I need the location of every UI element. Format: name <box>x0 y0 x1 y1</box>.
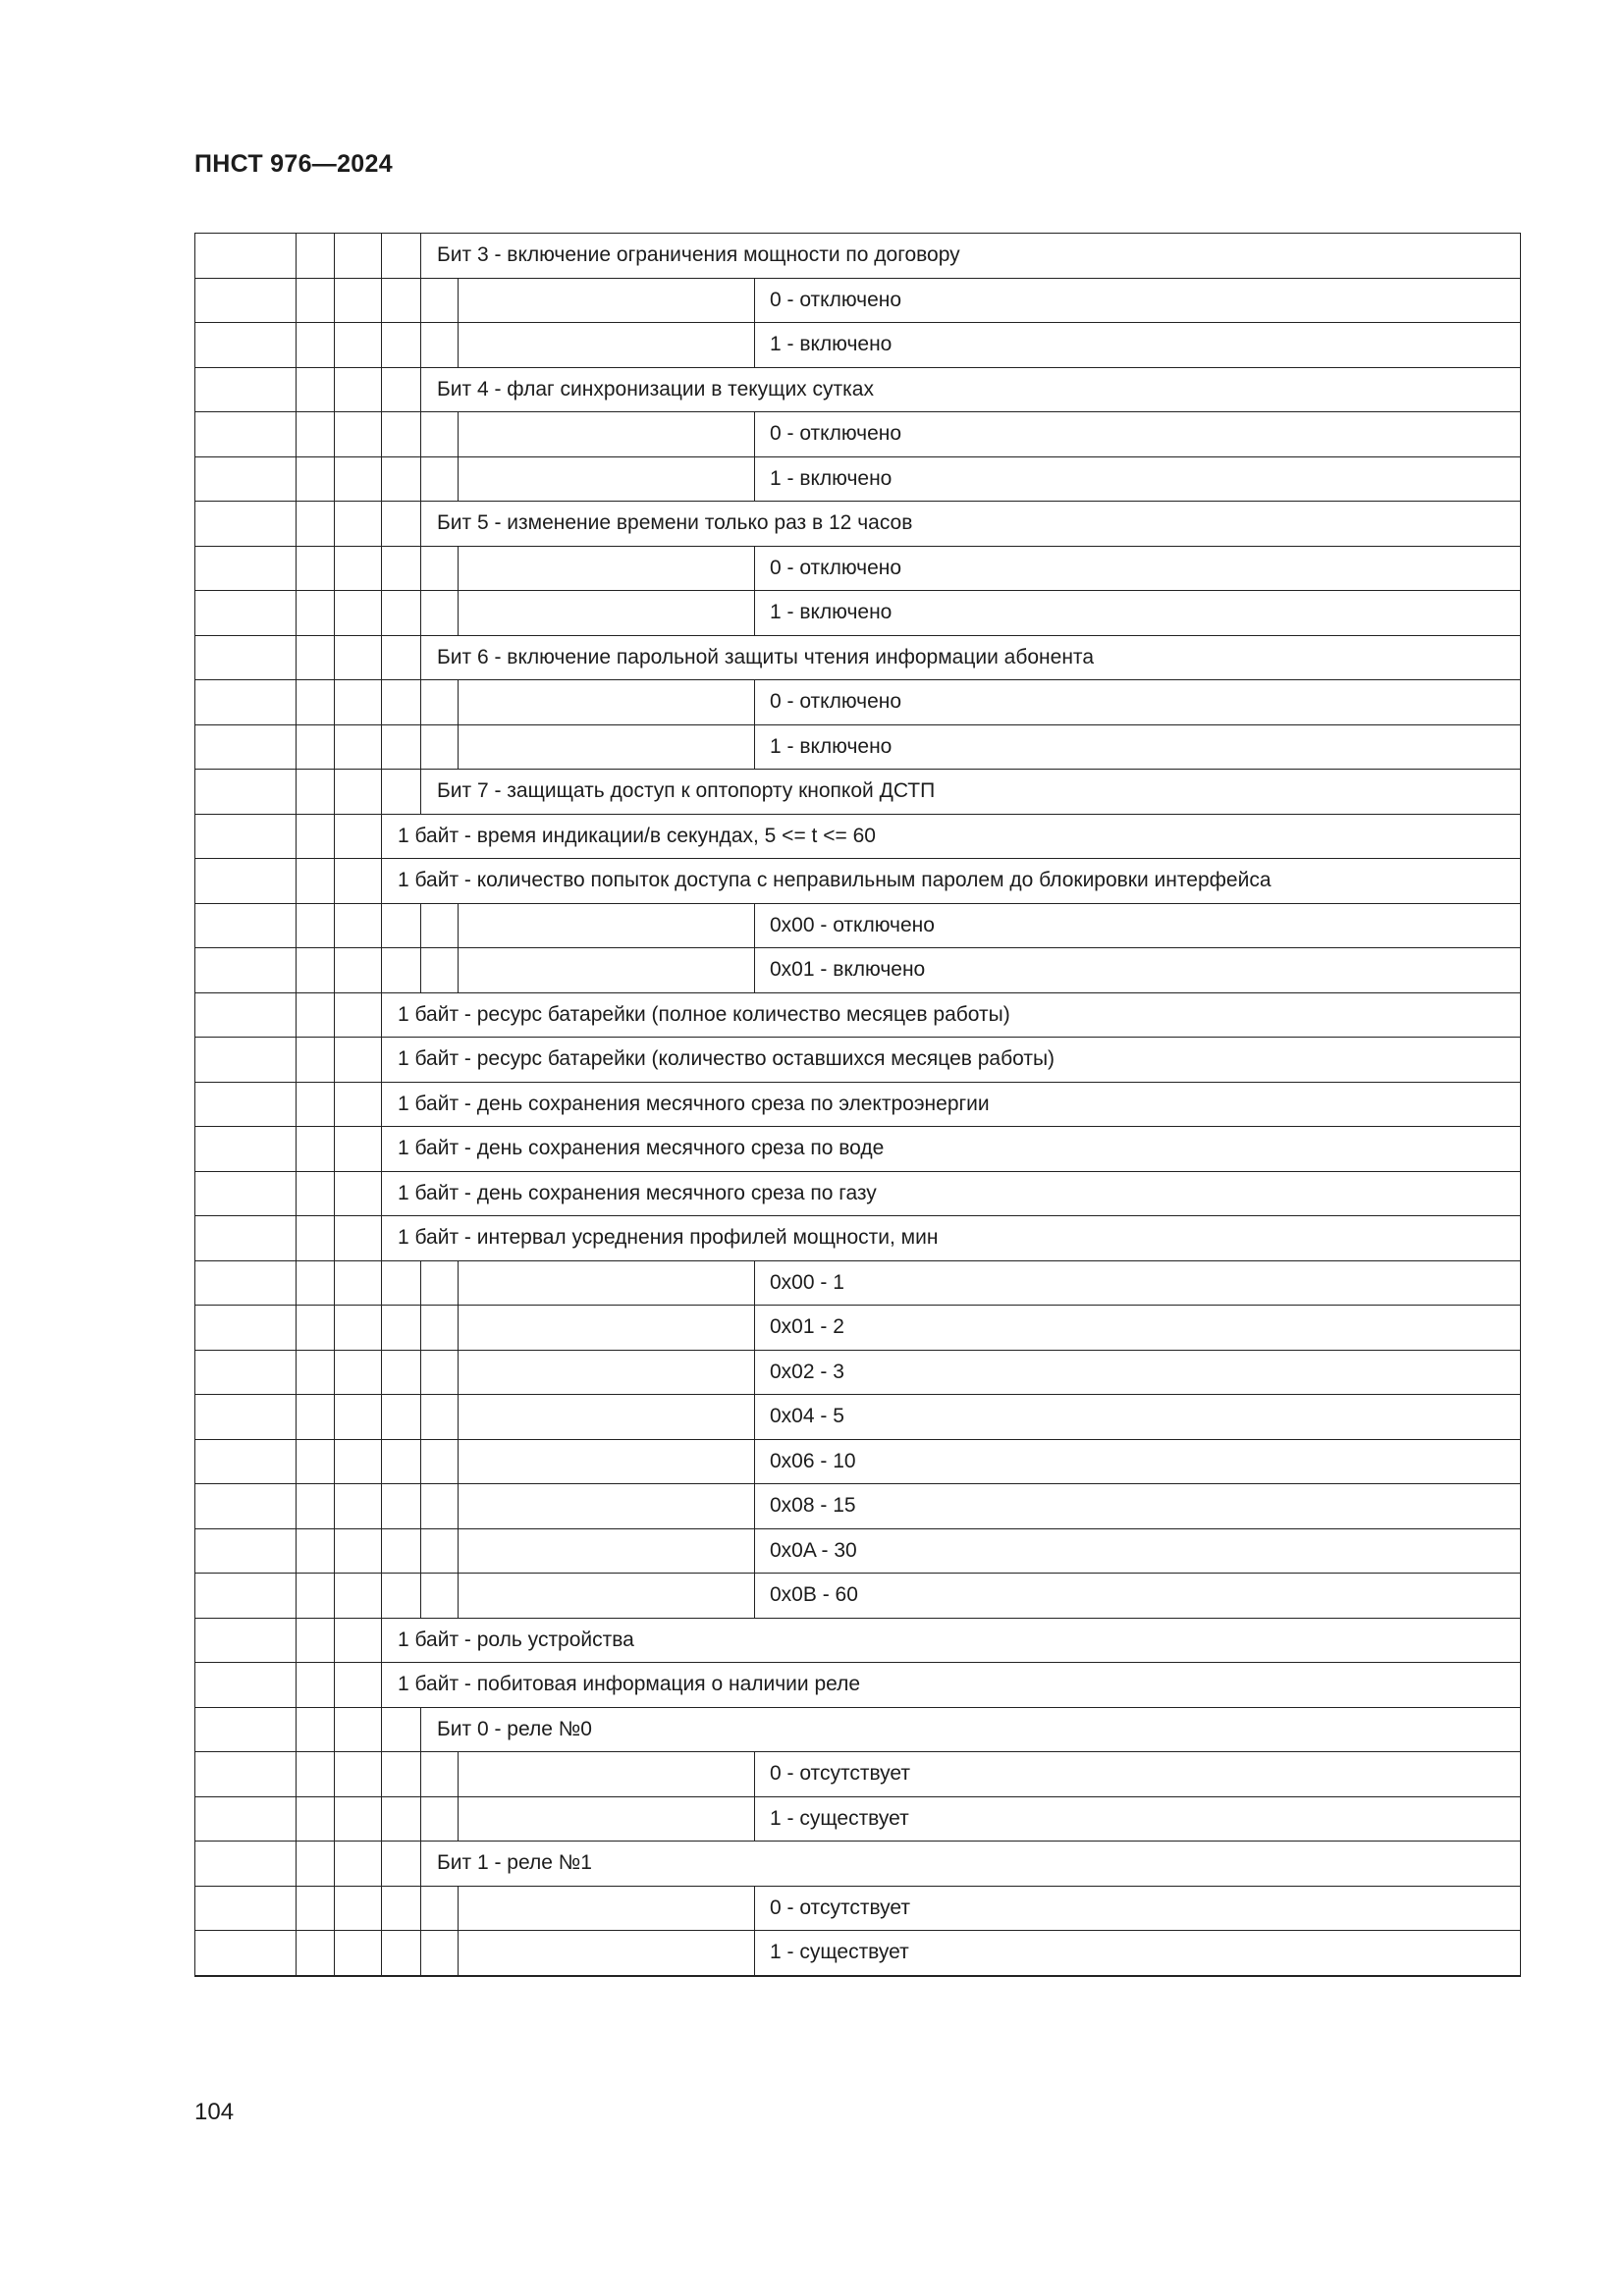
empty-cell <box>297 770 335 815</box>
table-row <box>195 680 1521 725</box>
empty-cell <box>382 1886 421 1931</box>
empty-cell <box>459 1931 755 1976</box>
empty-cell <box>297 859 335 904</box>
empty-cell <box>335 1082 382 1127</box>
empty-cell <box>195 635 297 680</box>
empty-cell <box>382 770 421 815</box>
empty-cell <box>421 1574 459 1619</box>
cell-bit-description: Бит 7 - защищать доступ к оптопорту кнопкой ДСТП <box>421 770 1521 815</box>
table-row <box>195 814 1521 859</box>
empty-cell <box>297 1171 335 1216</box>
table-row <box>195 1796 1521 1842</box>
empty-cell <box>421 1395 459 1440</box>
empty-cell <box>195 1618 297 1663</box>
empty-cell <box>297 1306 335 1351</box>
empty-cell <box>382 680 421 725</box>
empty-cell <box>195 680 297 725</box>
cell-val-description: 0x0B - 60 <box>755 1574 1521 1619</box>
empty-cell <box>459 948 755 993</box>
empty-cell <box>382 1306 421 1351</box>
empty-cell <box>421 1752 459 1797</box>
empty-cell <box>297 635 335 680</box>
empty-cell <box>335 1038 382 1083</box>
empty-cell <box>421 546 459 591</box>
empty-cell <box>459 1886 755 1931</box>
cell-val-description: 0 - отключено <box>755 680 1521 725</box>
empty-cell <box>297 323 335 368</box>
table-row <box>195 1082 1521 1127</box>
cell-val-description: 1 - включено <box>755 456 1521 502</box>
empty-cell <box>195 546 297 591</box>
cell-byte-description: 1 байт - время индикации/в секундах, 5 <= t <= 60 <box>382 814 1521 859</box>
empty-cell <box>297 1528 335 1574</box>
empty-cell <box>421 1439 459 1484</box>
empty-cell <box>459 1439 755 1484</box>
empty-cell <box>335 1306 382 1351</box>
empty-cell <box>195 859 297 904</box>
cell-val-description: 1 - существует <box>755 1931 1521 1976</box>
empty-cell <box>382 234 421 279</box>
empty-cell <box>195 234 297 279</box>
empty-cell <box>459 1796 755 1842</box>
empty-cell <box>421 1931 459 1976</box>
empty-cell <box>421 724 459 770</box>
cell-bit-description: Бит 3 - включение ограничения мощности по договору <box>421 234 1521 279</box>
cell-byte-description: 1 байт - ресурс батарейки (полное количество месяцев работы) <box>382 992 1521 1038</box>
empty-cell <box>335 502 382 547</box>
empty-cell <box>335 1216 382 1261</box>
cell-byte-description: 1 байт - день сохранения месячного среза по воде <box>382 1127 1521 1172</box>
empty-cell <box>297 1082 335 1127</box>
table-row <box>195 1663 1521 1708</box>
empty-cell <box>335 1484 382 1529</box>
table-row <box>195 635 1521 680</box>
cell-val-description: 0x00 - отключено <box>755 903 1521 948</box>
empty-cell <box>335 724 382 770</box>
empty-cell <box>382 903 421 948</box>
empty-cell <box>297 814 335 859</box>
cell-val-description: 1 - существует <box>755 1796 1521 1842</box>
empty-cell <box>335 1260 382 1306</box>
table-row <box>195 323 1521 368</box>
empty-cell <box>421 591 459 636</box>
empty-cell <box>421 1796 459 1842</box>
cell-val-description: 0x02 - 3 <box>755 1350 1521 1395</box>
empty-cell <box>335 1171 382 1216</box>
empty-cell <box>297 1618 335 1663</box>
empty-cell <box>382 502 421 547</box>
empty-cell <box>335 992 382 1038</box>
empty-cell <box>459 1574 755 1619</box>
empty-cell <box>195 456 297 502</box>
empty-cell <box>297 1484 335 1529</box>
table-row <box>195 1528 1521 1574</box>
empty-cell <box>297 1260 335 1306</box>
table-row <box>195 903 1521 948</box>
cell-bit-description: Бит 6 - включение парольной защиты чтения информации абонента <box>421 635 1521 680</box>
cell-val-description: 0 - отключено <box>755 278 1521 323</box>
empty-cell <box>382 591 421 636</box>
table-row <box>195 1484 1521 1529</box>
empty-cell <box>421 323 459 368</box>
table-row <box>195 1216 1521 1261</box>
empty-cell <box>335 278 382 323</box>
empty-cell <box>195 948 297 993</box>
empty-cell <box>297 1395 335 1440</box>
empty-cell <box>459 903 755 948</box>
table-row <box>195 1886 1521 1931</box>
spec-table-body <box>195 234 1521 1976</box>
empty-cell <box>297 1574 335 1619</box>
table-row <box>195 1439 1521 1484</box>
empty-cell <box>382 1484 421 1529</box>
empty-cell <box>421 903 459 948</box>
table-row <box>195 1038 1521 1083</box>
empty-cell <box>297 1796 335 1842</box>
empty-cell <box>195 1038 297 1083</box>
cell-val-description: 0 - отключено <box>755 546 1521 591</box>
cell-bit-description: Бит 1 - реле №1 <box>421 1842 1521 1887</box>
empty-cell <box>459 1350 755 1395</box>
empty-cell <box>335 1528 382 1574</box>
empty-cell <box>382 1350 421 1395</box>
empty-cell <box>195 1350 297 1395</box>
spec-table <box>194 233 1521 1977</box>
empty-cell <box>297 502 335 547</box>
cell-byte-description: 1 байт - день сохранения месячного среза по газу <box>382 1171 1521 1216</box>
empty-cell <box>335 591 382 636</box>
empty-cell <box>459 412 755 457</box>
cell-byte-description: 1 байт - день сохранения месячного среза по электроэнергии <box>382 1082 1521 1127</box>
empty-cell <box>195 1439 297 1484</box>
cell-byte-description: 1 байт - побитовая информация о наличии реле <box>382 1663 1521 1708</box>
empty-cell <box>195 1886 297 1931</box>
table-row <box>195 1395 1521 1440</box>
empty-cell <box>459 1260 755 1306</box>
empty-cell <box>297 992 335 1038</box>
empty-cell <box>195 814 297 859</box>
empty-cell <box>335 680 382 725</box>
empty-cell <box>195 1931 297 1976</box>
empty-cell <box>297 412 335 457</box>
empty-cell <box>195 1306 297 1351</box>
empty-cell <box>195 1528 297 1574</box>
empty-cell <box>459 1306 755 1351</box>
empty-cell <box>382 724 421 770</box>
empty-cell <box>195 1395 297 1440</box>
empty-cell <box>335 1707 382 1752</box>
empty-cell <box>195 502 297 547</box>
table-row <box>195 1752 1521 1797</box>
empty-cell <box>297 724 335 770</box>
empty-cell <box>421 1260 459 1306</box>
empty-cell <box>421 456 459 502</box>
table-row <box>195 724 1521 770</box>
empty-cell <box>382 278 421 323</box>
empty-cell <box>335 635 382 680</box>
empty-cell <box>195 412 297 457</box>
empty-cell <box>297 367 335 412</box>
table-row <box>195 367 1521 412</box>
empty-cell <box>335 948 382 993</box>
table-row <box>195 234 1521 279</box>
empty-cell <box>195 1082 297 1127</box>
empty-cell <box>382 1439 421 1484</box>
table-row <box>195 1931 1521 1976</box>
empty-cell <box>195 724 297 770</box>
empty-cell <box>382 948 421 993</box>
empty-cell <box>297 591 335 636</box>
empty-cell <box>421 278 459 323</box>
table-row <box>195 412 1521 457</box>
empty-cell <box>195 1796 297 1842</box>
empty-cell <box>297 1842 335 1887</box>
empty-cell <box>297 1439 335 1484</box>
cell-bit-description: Бит 5 - изменение времени только раз в 12 часов <box>421 502 1521 547</box>
empty-cell <box>195 1842 297 1887</box>
empty-cell <box>421 1484 459 1529</box>
empty-cell <box>297 1931 335 1976</box>
cell-val-description: 1 - включено <box>755 591 1521 636</box>
empty-cell <box>335 1931 382 1976</box>
empty-cell <box>297 546 335 591</box>
empty-cell <box>335 1842 382 1887</box>
empty-cell <box>459 1752 755 1797</box>
empty-cell <box>335 234 382 279</box>
empty-cell <box>335 770 382 815</box>
empty-cell <box>335 1350 382 1395</box>
empty-cell <box>459 323 755 368</box>
empty-cell <box>335 903 382 948</box>
empty-cell <box>382 635 421 680</box>
empty-cell <box>382 323 421 368</box>
empty-cell <box>421 680 459 725</box>
empty-cell <box>421 1350 459 1395</box>
empty-cell <box>297 948 335 993</box>
empty-cell <box>335 546 382 591</box>
empty-cell <box>297 680 335 725</box>
empty-cell <box>335 456 382 502</box>
empty-cell <box>421 412 459 457</box>
empty-cell <box>195 903 297 948</box>
cell-byte-description: 1 байт - роль устройства <box>382 1618 1521 1663</box>
cell-val-description: 0x0A - 30 <box>755 1528 1521 1574</box>
table-row <box>195 502 1521 547</box>
cell-byte-description: 1 байт - интервал усреднения профилей мощности, мин <box>382 1216 1521 1261</box>
empty-cell <box>195 1216 297 1261</box>
table-row <box>195 992 1521 1038</box>
page-number: 104 <box>194 2099 235 2125</box>
empty-cell <box>382 1752 421 1797</box>
empty-cell <box>335 412 382 457</box>
empty-cell <box>382 546 421 591</box>
empty-cell <box>335 1127 382 1172</box>
empty-cell <box>335 1574 382 1619</box>
cell-val-description: 0x04 - 5 <box>755 1395 1521 1440</box>
empty-cell <box>195 1127 297 1172</box>
cell-val-description: 0x01 - 2 <box>755 1306 1521 1351</box>
empty-cell <box>459 456 755 502</box>
empty-cell <box>382 412 421 457</box>
cell-byte-description: 1 байт - количество попыток доступа с неправильным паролем до блокировки интерфейса <box>382 859 1521 904</box>
table-row <box>195 1260 1521 1306</box>
empty-cell <box>459 546 755 591</box>
empty-cell <box>297 456 335 502</box>
table-row <box>195 948 1521 993</box>
empty-cell <box>195 278 297 323</box>
empty-cell <box>195 323 297 368</box>
empty-cell <box>335 1663 382 1708</box>
empty-cell <box>297 1216 335 1261</box>
empty-cell <box>459 680 755 725</box>
cell-val-description: 1 - включено <box>755 724 1521 770</box>
empty-cell <box>195 992 297 1038</box>
empty-cell <box>382 1796 421 1842</box>
empty-cell <box>382 1842 421 1887</box>
empty-cell <box>335 1886 382 1931</box>
empty-cell <box>195 1707 297 1752</box>
empty-cell <box>335 814 382 859</box>
empty-cell <box>297 1127 335 1172</box>
empty-cell <box>297 1350 335 1395</box>
table-row <box>195 859 1521 904</box>
table-row <box>195 1574 1521 1619</box>
cell-bit-description: Бит 0 - реле №0 <box>421 1707 1521 1752</box>
empty-cell <box>421 1306 459 1351</box>
empty-cell <box>382 1574 421 1619</box>
empty-cell <box>459 724 755 770</box>
table-row <box>195 1842 1521 1887</box>
cell-val-description: 0 - отключено <box>755 412 1521 457</box>
empty-cell <box>297 903 335 948</box>
empty-cell <box>382 1931 421 1976</box>
table-row <box>195 770 1521 815</box>
empty-cell <box>195 770 297 815</box>
table-row <box>195 1171 1521 1216</box>
empty-cell <box>297 1663 335 1708</box>
table-row <box>195 591 1521 636</box>
empty-cell <box>459 1395 755 1440</box>
empty-cell <box>195 1484 297 1529</box>
empty-cell <box>382 1707 421 1752</box>
empty-cell <box>335 1796 382 1842</box>
empty-cell <box>459 278 755 323</box>
empty-cell <box>195 1171 297 1216</box>
empty-cell <box>382 1528 421 1574</box>
empty-cell <box>195 1752 297 1797</box>
table-row <box>195 1306 1521 1351</box>
empty-cell <box>382 367 421 412</box>
table-row <box>195 546 1521 591</box>
table-row <box>195 1127 1521 1172</box>
empty-cell <box>382 1260 421 1306</box>
empty-cell <box>195 1260 297 1306</box>
table-row <box>195 1350 1521 1395</box>
empty-cell <box>335 323 382 368</box>
cell-val-description: 0x00 - 1 <box>755 1260 1521 1306</box>
cell-bit-description: Бит 4 - флаг синхронизации в текущих сутках <box>421 367 1521 412</box>
table-row <box>195 1618 1521 1663</box>
empty-cell <box>297 234 335 279</box>
empty-cell <box>335 1618 382 1663</box>
table-row <box>195 278 1521 323</box>
empty-cell <box>335 859 382 904</box>
empty-cell <box>297 278 335 323</box>
cell-val-description: 0x01 - включено <box>755 948 1521 993</box>
cell-val-description: 0 - отсутствует <box>755 1886 1521 1931</box>
empty-cell <box>459 591 755 636</box>
empty-cell <box>195 591 297 636</box>
cell-val-description: 0x06 - 10 <box>755 1439 1521 1484</box>
cell-val-description: 0 - отсутствует <box>755 1752 1521 1797</box>
empty-cell <box>297 1886 335 1931</box>
cell-byte-description: 1 байт - ресурс батарейки (количество оставшихся месяцев работы) <box>382 1038 1521 1083</box>
table-row <box>195 1707 1521 1752</box>
empty-cell <box>459 1528 755 1574</box>
cell-val-description: 1 - включено <box>755 323 1521 368</box>
table-row <box>195 456 1521 502</box>
empty-cell <box>335 1752 382 1797</box>
empty-cell <box>459 1484 755 1529</box>
empty-cell <box>421 948 459 993</box>
document-code: ПНСТ 976—2024 <box>194 150 393 178</box>
empty-cell <box>421 1886 459 1931</box>
cell-val-description: 0x08 - 15 <box>755 1484 1521 1529</box>
empty-cell <box>297 1038 335 1083</box>
empty-cell <box>195 367 297 412</box>
empty-cell <box>195 1574 297 1619</box>
empty-cell <box>335 367 382 412</box>
empty-cell <box>335 1395 382 1440</box>
empty-cell <box>297 1707 335 1752</box>
empty-cell <box>335 1439 382 1484</box>
empty-cell <box>297 1752 335 1797</box>
empty-cell <box>382 1395 421 1440</box>
empty-cell <box>382 456 421 502</box>
empty-cell <box>195 1663 297 1708</box>
empty-cell <box>421 1528 459 1574</box>
